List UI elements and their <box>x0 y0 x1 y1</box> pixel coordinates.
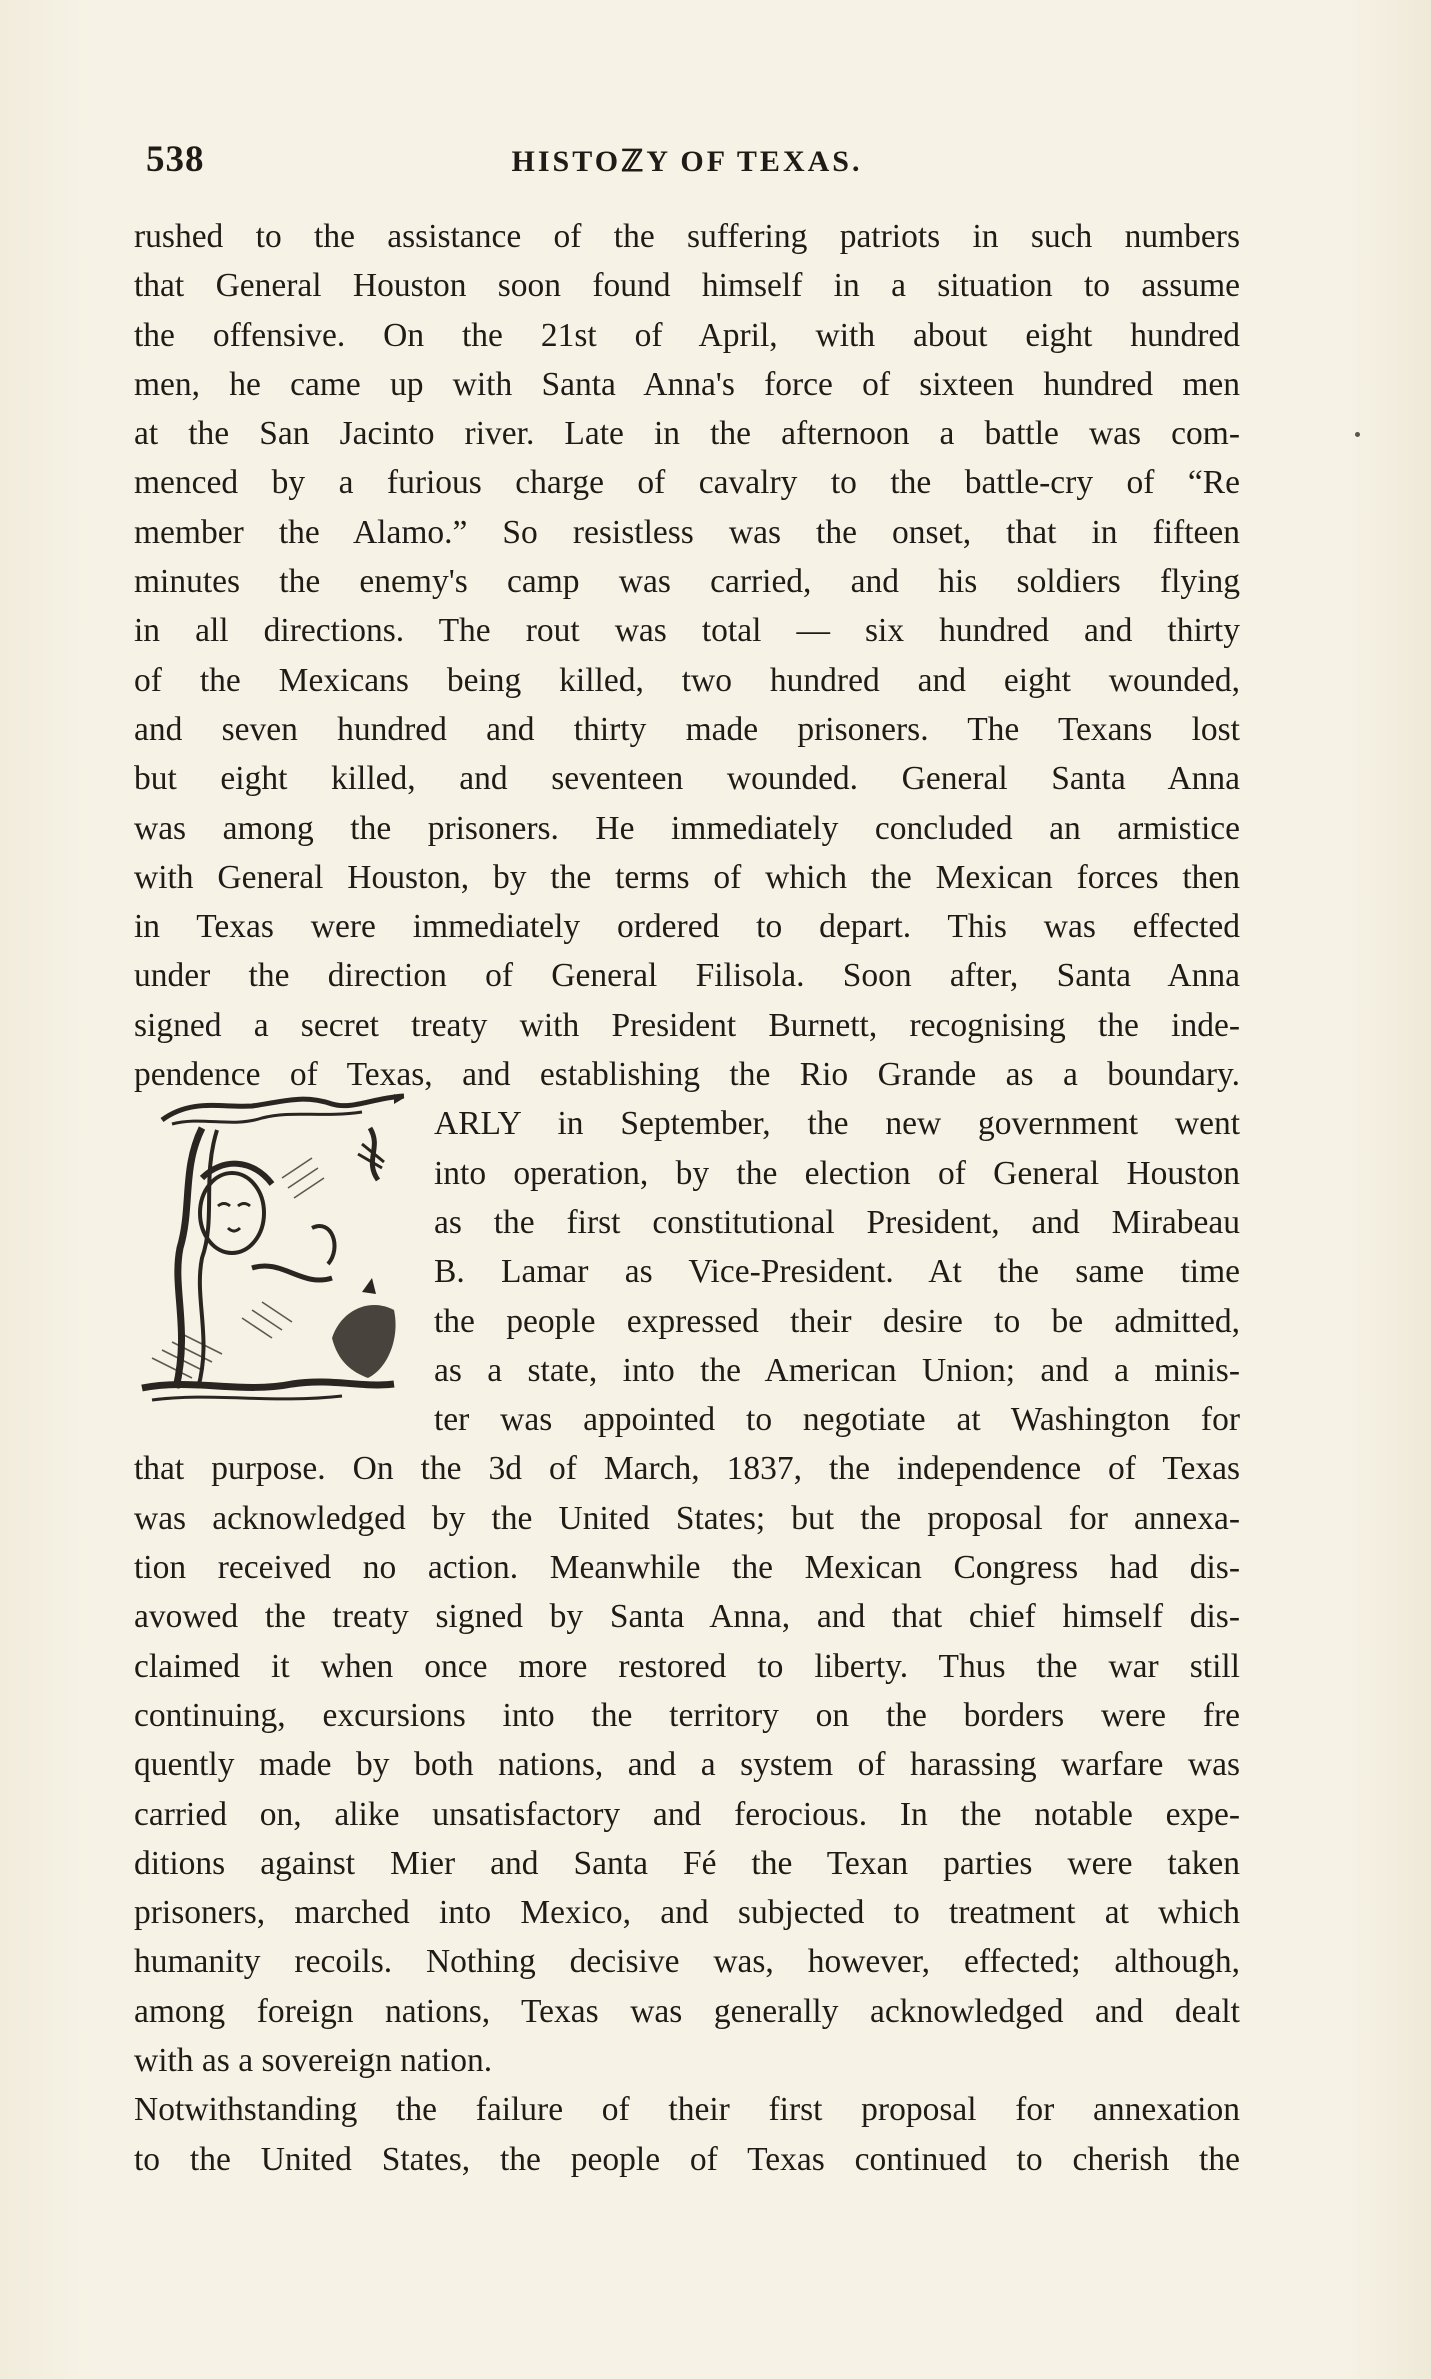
text-line: of the Mexicans being killed, two hundred and eight wounded, <box>134 661 1240 699</box>
text-line: in all directions. The rout was total — six hundred and thirty <box>134 612 1240 650</box>
text-line: was among the prisoners. He immediately concluded an armistice <box>134 809 1240 847</box>
body-text <box>134 212 1240 2184</box>
text-line: but eight killed, and seventeen wounded. General Santa Anna <box>134 760 1240 798</box>
text-line: as a state, into the American Union; and a minis- <box>434 1351 1240 1389</box>
text-line: into operation, by the election of General Houston <box>434 1154 1240 1192</box>
text-line: ditions against Mier and Santa Fé the Texan parties were taken <box>134 1844 1240 1882</box>
text-line: under the direction of General Filisola. Soon after, Santa Anna <box>134 957 1240 995</box>
text-line: with General Houston, by the terms of which the Mexican forces then <box>134 858 1240 896</box>
page-number: 538 <box>146 139 205 180</box>
text-line: menced by a furious charge of cavalry to the battle-cry of “Re <box>134 464 1240 502</box>
text-line: quently made by both nations, and a system of harassing warfare was <box>134 1746 1240 1784</box>
running-head: HISTOℤY OF TEXAS. <box>511 145 863 178</box>
text-line: that purpose. On the 3d of March, 1837, the independence of Texas <box>134 1450 1240 1488</box>
text-line: and seven hundred and thirty made prisoners. The Texans lost <box>134 710 1240 748</box>
text-line: carried on, alike unsatisfactory and ferocious. In the notable expe- <box>134 1795 1240 1833</box>
text-line: claimed it when once more restored to liberty. Thus the war still <box>134 1647 1240 1685</box>
text-line: minutes the enemy's camp was carried, and his soldiers flying <box>134 563 1240 601</box>
text-line: as the first constitutional President, and Mirabeau <box>434 1203 1240 1241</box>
text-line: ARLY in September, the new government went <box>434 1105 1240 1143</box>
text-line: humanity recoils. Nothing decisive was, however, effected; although, <box>134 1943 1240 1981</box>
text-line: ter was appointed to negotiate at Washington for <box>434 1401 1240 1439</box>
text-line: member the Alamo.” So resistless was the onset, that in fifteen <box>134 513 1240 551</box>
text-line: the people expressed their desire to be admitted, <box>434 1302 1240 1340</box>
text-line: prisoners, marched into Mexico, and subjected to treatment at which <box>134 1894 1240 1932</box>
text-line: tion received no action. Meanwhile the Mexican Congress had dis- <box>134 1549 1240 1587</box>
page-header <box>134 138 1240 198</box>
text-line: the offensive. On the 21st of April, with about eight hundred <box>134 316 1240 354</box>
text-line: men, he came up with Santa Anna's force of sixteen hundred men <box>134 365 1240 403</box>
text-line: pendence of Texas, and establishing the Rio Grande as a boundary. <box>134 1056 1240 1094</box>
text-line: Notwithstanding the failure of their first proposal for annexation <box>134 2091 1240 2129</box>
text-line: signed a secret treaty with President Burnett, recognising the inde- <box>134 1006 1240 1044</box>
text-line: to the United States, the people of Texas continued to cherish the <box>134 2140 1240 2178</box>
margin-speck <box>1355 432 1360 437</box>
text-line: avowed the treaty signed by Santa Anna, and that chief himself dis- <box>134 1598 1240 1636</box>
text-line: was acknowledged by the United States; but the proposal for annexa- <box>134 1499 1240 1537</box>
text-line: continuing, excursions into the territory on the borders were fre <box>134 1696 1240 1734</box>
text-line: with as a sovereign nation. <box>134 2041 493 2079</box>
text-line: among foreign nations, Texas was generally acknowledged and dealt <box>134 1992 1240 2030</box>
text-line: at the San Jacinto river. Late in the afternoon a battle was com- <box>134 415 1240 453</box>
text-line: rushed to the assistance of the suffering patriots in such numbers <box>134 218 1240 255</box>
text-line: B. Lamar as Vice-President. At the same time <box>434 1253 1240 1291</box>
text-line: in Texas were immediately ordered to depart. This was effected <box>134 908 1240 946</box>
text-line: that General Houston soon found himself in a situation to assume <box>134 267 1240 305</box>
